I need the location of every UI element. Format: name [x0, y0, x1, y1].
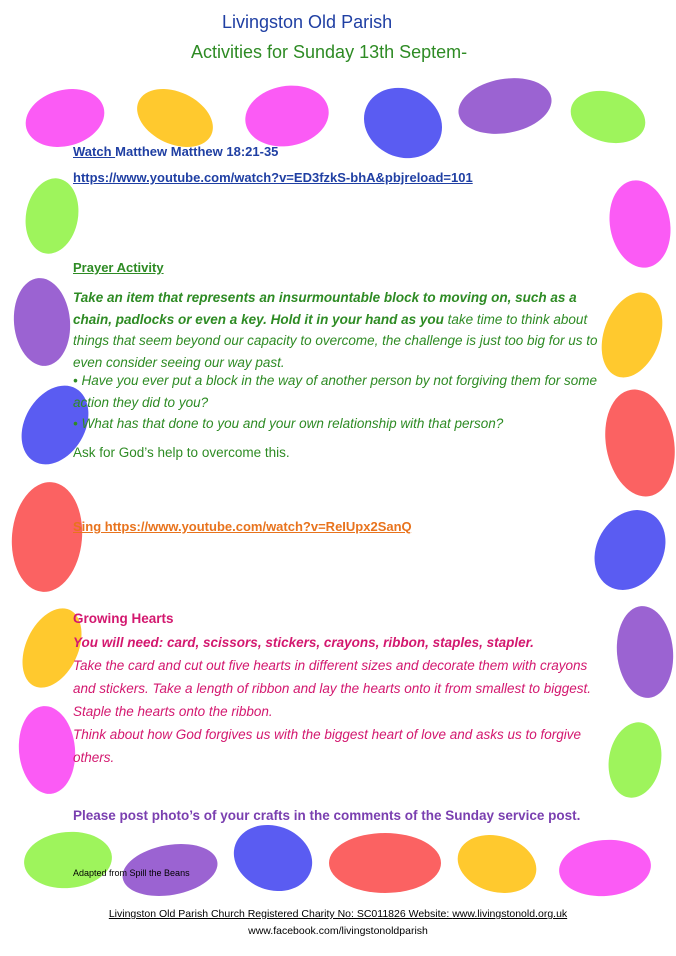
prayer-closing — [73, 442, 603, 464]
footer-facebook[interactable]: www.facebook.com/livingstonoldparish — [248, 925, 428, 937]
jellybean-green — [603, 718, 667, 802]
jellybean-pink — [240, 79, 333, 153]
page-subtitle: Activities for Sunday 13th Septem- — [191, 42, 468, 62]
watch-prefix: Watch — [73, 144, 116, 159]
jellybean-blue — [224, 814, 321, 902]
prayer-body: take time to think about things that seem beyond our capacity to overcome, the challenge is just too big for us to even consider seeing our way past. — [73, 311, 598, 370]
craft-needs: You will need: card, scissors, stickers, crayons, ribbon, staples, stapler. — [73, 635, 534, 650]
footer-org: Livingston Old Parish Church Registered Charity No: SC011826 Website: — [108, 908, 453, 920]
jellybean-purple — [454, 71, 556, 141]
jellybean-red — [7, 479, 86, 595]
jellybean-green — [20, 174, 84, 258]
prayer-heading: Prayer Activity — [73, 260, 164, 275]
prayer-bullet-1: • Have you ever put a block in the way of another person by not forgiving them for some action they did to you? — [73, 373, 598, 410]
sing-link[interactable]: Sing https://www.youtube.com/watch?v=ReIUpx2SanQ — [73, 519, 412, 534]
jellybean-red — [329, 833, 441, 893]
post-note: Please post photo’s of your crafts in the comments of the Sunday service post. — [73, 808, 581, 823]
watch-video-link[interactable]: https://www.youtube.com/watch?v=ED3fzkS-bhA&pbjreload=101 — [73, 170, 473, 185]
jellybean-purple — [10, 276, 73, 369]
craft-paragraph — [73, 631, 603, 769]
watch-passage: Matthew Matthew 18:21-35 — [115, 144, 279, 159]
prayer-bullet-2: • What has that done to you and your own relationship with that person? — [73, 416, 504, 431]
jellybean-pink — [15, 704, 78, 797]
craft-heading: Growing Hearts — [73, 611, 174, 626]
prayer-paragraph — [73, 287, 603, 373]
jellybean-yellow — [451, 827, 543, 902]
craft-steps: Take the card and cut out five hearts in different sizes and decorate them with crayons and stickers. Take a length of ribbon and lay the hearts onto it from smallest to biggest. Staple the hearts onto the ribbon. — [73, 658, 592, 719]
jellybean-green — [22, 828, 115, 891]
craft-reflection: Think about how God forgives us with the biggest heart of love and asks us to forgive others. — [73, 727, 582, 765]
watch-line — [73, 144, 603, 159]
jellybean-pink — [603, 175, 676, 272]
adapted-credit: Adapted from Spill the Beans — [73, 868, 190, 878]
jellybean-purple — [613, 604, 676, 701]
prayer-intro: Take an item that represents an insurmountable block to moving on, such as a chain, padlocks or even a key. Hold it in your hand as you — [73, 290, 577, 327]
jellybean-yellow — [591, 284, 674, 386]
jellybean-red — [597, 384, 676, 502]
jellybean-green — [565, 83, 651, 151]
page-title: Livingston Old Parish — [222, 12, 393, 32]
footer-website-link[interactable]: www.livingstonold.org.uk — [452, 908, 568, 920]
jellybean-blue — [580, 497, 676, 603]
footer-line-1 — [0, 908, 676, 920]
prayer-closing-text: Ask for God’s help to overcome this. — [73, 445, 290, 460]
